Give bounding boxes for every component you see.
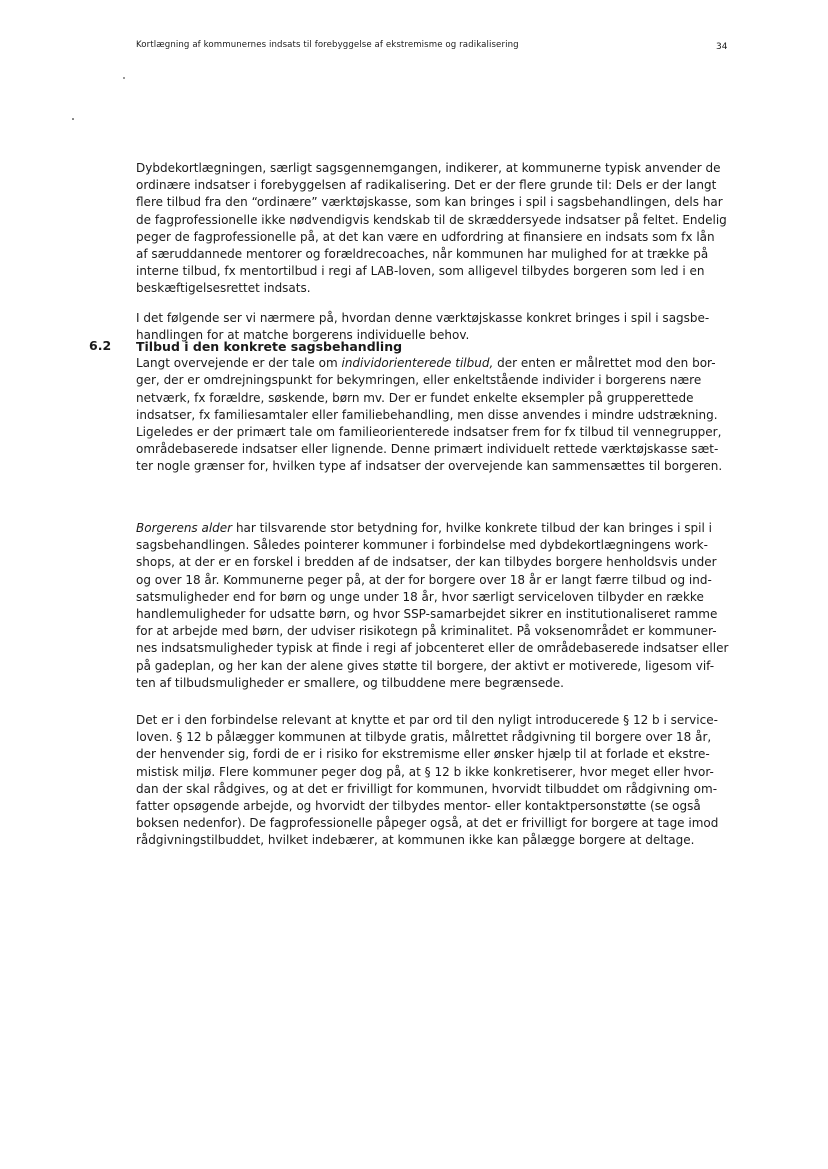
paragraph-1 (136, 160, 734, 298)
text-line: fatter opsøgende arbejde, og hvorvidt der tilbydes mentor- eller kontaktpersonstøtte (se også (136, 799, 701, 814)
text-line: der henvender sig, fordi de er i risiko for ekstremisme eller ønsker hjælp til at forlade et ekstre- (136, 747, 710, 762)
text-line: rådgivningstilbuddet, hvilket indebærer, at kommunen ikke kan pålægge borgere at deltage. (136, 833, 695, 848)
text-line: ten af tilbudsmuligheder er smallere, og tilbuddene mere begrænsede. (136, 675, 564, 690)
text-run: Langt overvejende er der tale om (136, 356, 342, 371)
text-line: shops, at der er en forskel i bredden af de indsatser, der kan tilbydes borgere henholdsvis under (136, 555, 717, 570)
emphasis: individorienterede tilbud, (341, 356, 494, 371)
paragraph-5 (136, 712, 734, 850)
text-line: ger, der er omdrejningspunkt for bekymringen, eller enkeltstående individer i borgerens nære (136, 373, 702, 388)
section-number: 6.2 (89, 338, 112, 353)
text-line: handlingen for at matche borgerens individuelle behov. (136, 328, 470, 343)
text-line: satsmuligheder end for børn og unge under 18 år, hvor særligt serviceloven tilbyder en række (136, 589, 704, 604)
text-line: handlemuligheder for udsatte børn, og hvor SSP-samarbejdet sikrer en institutionaliseret ramme (136, 607, 718, 622)
text-run: har tilsvarende stor betydning for, hvilke konkrete tilbud der kan bringes i spil i (232, 521, 712, 535)
text-line: områdebaserede indsatser eller lignende. Denne primært individuelt rettede værktøjskasse sæt- (136, 442, 719, 457)
text-line: I det følgende ser vi nærmere på, hvordan denne værktøjskasse konkret bringes i spil i sagsbe- (136, 311, 710, 325)
page-number: 34 (716, 42, 728, 52)
text-line (136, 520, 734, 537)
text-line: boksen nedenfor). De fagprofessionelle påpeger også, at det er frivilligt for borgere at tage imod (136, 816, 719, 831)
text-line: beskæftigelsesrettet indsats. (136, 281, 311, 296)
text-line: de fagprofessionelle ikke nødvendigvis kendskab til de skræddersyede indsatser på feltet. Endelig (136, 212, 727, 227)
text-line: Ligeledes er der primært tale om familieorienterede indsatser frem for fx tilbud til vennegrupper, (136, 425, 722, 440)
section-block (136, 338, 734, 476)
text-line: Dybdekortlægningen, særligt sagsgennemgangen, indikerer, at kommunerne typisk anvender de (136, 161, 721, 175)
text-line: netværk, fx forældre, søskende, børn mv. Der er fundet enkelte eksempler på grupperettede (136, 390, 694, 405)
text-line: flere tilbud fra den “ordinære” værktøjskasse, som kan bringes i spil i sagsbehandlingen, dels har (136, 195, 723, 210)
text-line: for at arbejde med børn, der udviser risikotegn på kriminalitet. På voksenområdet er kommuner- (136, 624, 717, 639)
text-line: interne tilbud, fx mentortilbud i regi af LAB-loven, som alligevel tilbydes borgeren som led i en (136, 264, 705, 279)
text-line: peger de fagprofessionelle på, at det kan være en udfordring at finansiere en indsats som fx lån (136, 229, 715, 244)
text-line: på gadeplan, og her kan der alene gives støtte til borgere, der aktivt er motiverede, ligesom vif- (136, 658, 715, 673)
section-title: Tilbud i den konkrete sagsbehandling (136, 339, 403, 354)
text-line: ordinære indsatser i forebyggelsen af radikalisering. Det er der flere grunde til: Dels er der langt (136, 178, 717, 193)
text-line: og over 18 år. Kommunerne peger på, at der for borgere over 18 år er langt færre tilbud og ind- (136, 572, 712, 587)
text-run: der enten er målrettet mod den bor- (493, 356, 716, 371)
paragraph-4 (136, 520, 734, 692)
text-line: ter nogle grænser for, hvilken type af indsatser der overvejende kan sammensættes til borgeren. (136, 459, 723, 474)
text-line: sagsbehandlingen. Således pointerer kommuner i forbindelse med dybdekortlægningens work- (136, 538, 708, 553)
running-header: Kortlægning af kommunernes indsats til forebyggelse af ekstremisme og radikalisering (136, 40, 519, 50)
text-line: nes indsatsmuligheder typisk at finde i regi af jobcenteret eller de områdebaserede indsatser eller (136, 641, 729, 656)
text-line: loven. § 12 b pålægger kommunen at tilbyde gratis, målrettet rådgivning til borgere over 18 år, (136, 730, 712, 745)
text-line (136, 355, 734, 372)
scan-speck (72, 118, 74, 120)
emphasis: Borgerens alder (136, 521, 233, 535)
text-line: indsatser, fx familiesamtaler eller familiebehandling, men disse anvendes i mindre udstrækning. (136, 407, 718, 422)
text-line: af særuddannede mentorer og forældrecoaches, når kommunen har mulighed for at trække på (136, 247, 709, 262)
text-line: Det er i den forbindelse relevant at knytte et par ord til den nyligt introducerede § 12 b i service- (136, 713, 718, 727)
scan-speck (123, 77, 125, 79)
text-line: mistisk miljø. Flere kommuner peger dog på, at § 12 b ikke konkretiserer, hvor meget eller hvor- (136, 764, 714, 779)
text-line: dan der skal rådgives, og at det er frivilligt for kommunen, hvorvidt tilbuddet om rådgivning om- (136, 781, 718, 796)
